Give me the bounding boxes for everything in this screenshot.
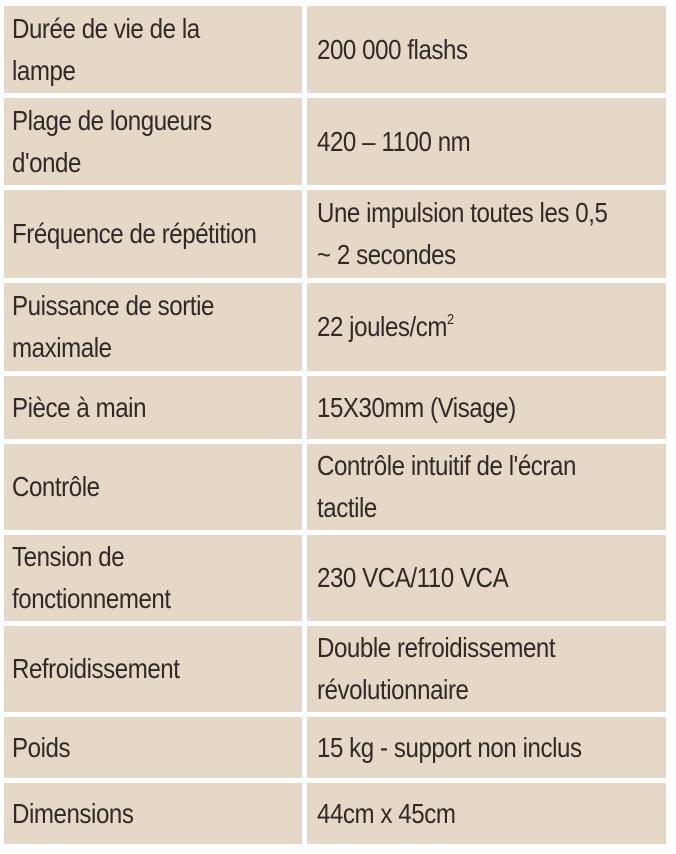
spec-label <box>4 626 302 712</box>
spec-value-text: 230 VCA/110 VCA <box>317 562 509 593</box>
spec-label <box>4 444 302 530</box>
spec-label-text: Contrôle <box>12 471 100 502</box>
spec-row-control <box>4 444 666 530</box>
spec-value <box>307 6 666 93</box>
spec-value <box>307 376 666 439</box>
spec-value <box>307 98 666 185</box>
spec-label-text: Plage de longueurs d'onde <box>12 104 212 178</box>
spec-row-output <box>4 283 666 371</box>
spec-row-wavelength <box>4 98 666 185</box>
spec-label-text: Dimensions <box>12 797 134 829</box>
spec-value-text: 15X30mm (Visage) <box>317 391 516 423</box>
spec-label <box>4 283 302 371</box>
spec-label-text: Puissance de sortie maximale <box>12 290 214 363</box>
spec-value <box>307 283 666 371</box>
spec-value <box>307 626 666 712</box>
spec-value <box>307 535 666 621</box>
spec-value-main: 22 joules/cm <box>317 311 448 342</box>
spec-label <box>4 783 302 844</box>
spec-row-dimensions <box>4 783 666 844</box>
spec-row-repetition <box>4 190 666 278</box>
spec-value-text: 44cm x 45cm <box>317 797 456 829</box>
spec-value-text: Double refroidissement révolutionnaire <box>317 632 556 705</box>
spec-label-text: Fréquence de répétition <box>12 218 257 249</box>
spec-value <box>307 783 666 844</box>
spec-row-weight <box>4 717 666 778</box>
spec-value-superscript: 2 <box>447 311 454 328</box>
spec-row-voltage <box>4 535 666 621</box>
spec-label <box>4 376 302 439</box>
spec-label-text: Poids <box>12 731 71 763</box>
spec-row-handpiece <box>4 376 666 439</box>
spec-label <box>4 98 302 185</box>
spec-label-text: Durée de vie de la lampe <box>12 12 200 86</box>
spec-label <box>4 717 302 778</box>
spec-label-text: Pièce à main <box>12 391 147 423</box>
spec-value <box>307 717 666 778</box>
spec-label-text: Refroidissement <box>12 653 180 684</box>
spec-label <box>4 535 302 621</box>
spec-label-text: Tension de fonctionnement <box>12 541 171 614</box>
spec-value-text <box>317 306 617 348</box>
spec-value <box>307 444 666 530</box>
spec-row-lamp-life <box>4 6 666 93</box>
spec-label <box>4 190 302 278</box>
spec-value-text: 200 000 flashs <box>317 33 468 65</box>
spec-value-text: 420 – 1100 nm <box>317 125 471 157</box>
spec-label <box>4 6 302 93</box>
spec-row-cooling <box>4 626 666 712</box>
spec-value-text: Une impulsion toutes les 0,5 ~ 2 secondes <box>317 197 608 270</box>
spec-value-text: 15 kg - support non inclus <box>317 731 582 763</box>
spec-value-text: Contrôle intuitif de l'écran tactile <box>317 450 576 523</box>
spec-value <box>307 190 666 278</box>
